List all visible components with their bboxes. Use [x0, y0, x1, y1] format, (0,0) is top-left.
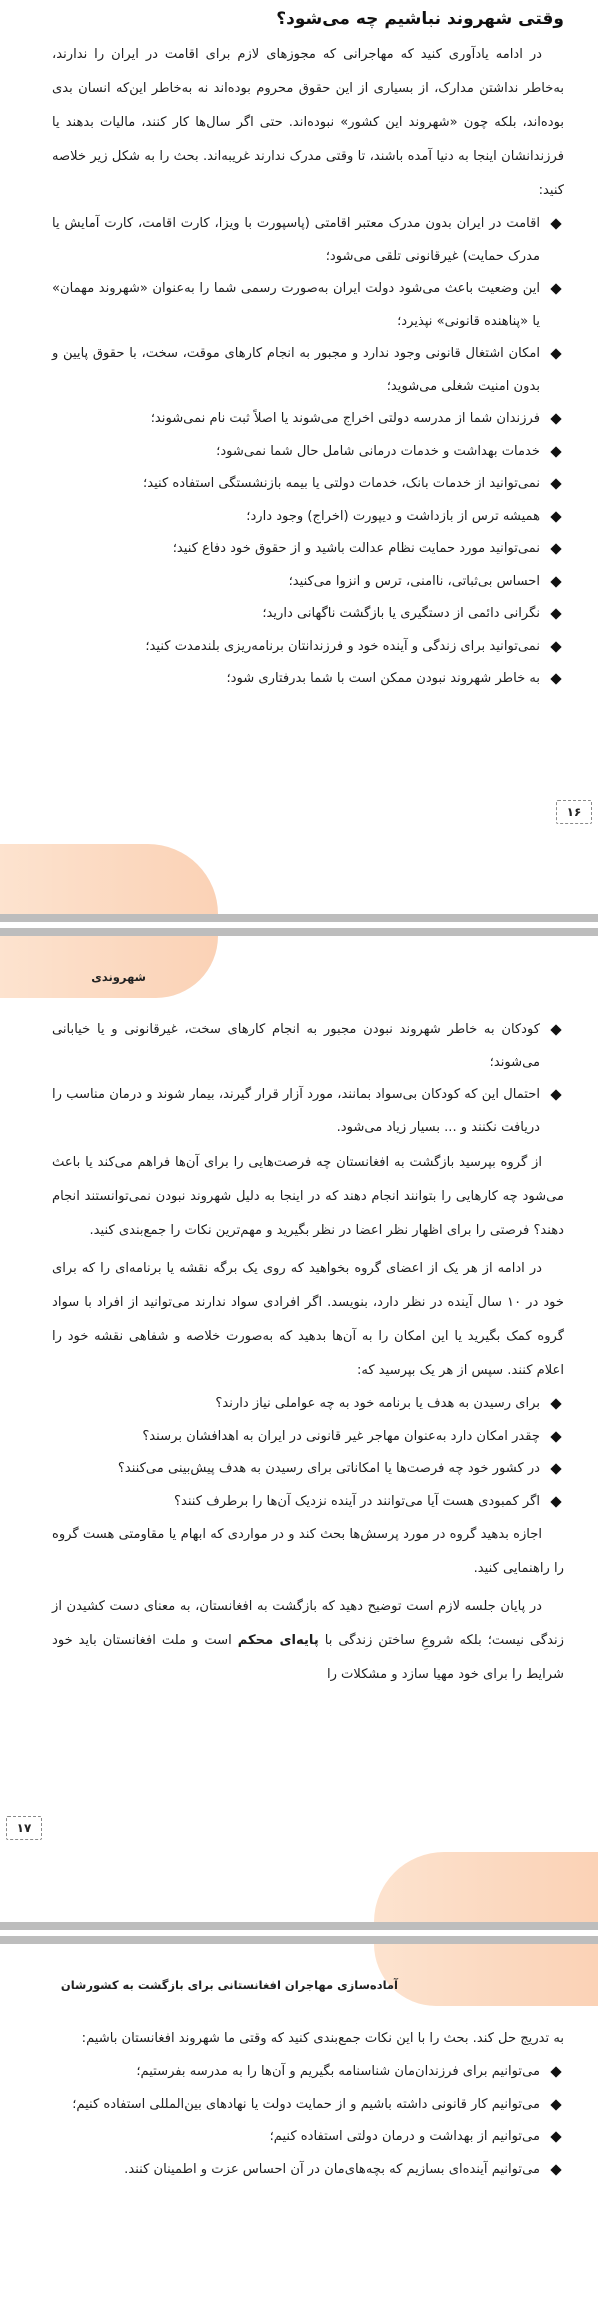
corner-decoration [374, 1944, 598, 2006]
bullet-diamond-icon [550, 478, 561, 489]
list-item: می‌توانیم آینده‌ای بسازیم که بچه‌های‌مان در آن احساس عزت و اطمینان کنند. [52, 2154, 564, 2187]
bullet-diamond-icon [550, 576, 561, 587]
list-item: فرزندان شما از مدرسه دولتی اخراج می‌شوند یا اصلاً ثبت نام نمی‌شوند؛ [52, 403, 564, 436]
list-item: احتمال این که کودکان بی‌سواد بمانند، مورد آزار قرار گیرند، بیمار شوند و درمان مناسب را دریافت نکنند و ... بسیار زیاد می‌شود. [52, 1079, 564, 1144]
question-list [52, 1388, 564, 1518]
bullet-diamond-icon [550, 1496, 561, 1507]
list-item: خدمات بهداشت و خدمات درمانی شامل حال شما نمی‌شود؛ [52, 436, 564, 469]
opportunities-paragraph: از گروه بپرسید بازگشت به افغانستان چه فرصت‌هایی را برای آن‌ها فراهم می‌کند یا باعث می‌شود چه کارهایی را بتوانند انجام دهند که در اینجا به دلیل شهروند نبودن نمی‌توانستند انجام دهند؟ فرصتی را برای اظهار نظر اعضا در نظر بگیرید و مهم‌ترین نکات را جمع‌بندی کنید. [52, 1155, 564, 1238]
page-18-body [52, 2022, 564, 2186]
bullet-diamond-icon [550, 283, 561, 294]
bullet-diamond-icon [550, 1431, 561, 1442]
bullet-diamond-icon [550, 2099, 561, 2110]
closing-paragraph: در پایان جلسه لازم است توضیح دهید که بازگشت به افغانستان، به معنای دست کشیدن از زندگی نیست؛ بلکه شروعِ ساختن زندگی با پایه‌ای محکم است و ملت افغانستان باید خود شرایط را برای خود مهیا سازد و مشکلات را [52, 1599, 564, 1682]
list-item: اگر کمبودی هست آیا می‌توانند در آینده نزدیک آن‌ها را برطرف کنند؟ [52, 1486, 564, 1519]
bullet-diamond-icon [550, 608, 561, 619]
list-item: نگرانی دائمی از دستگیری یا بازگشت ناگهانی دارید؛ [52, 598, 564, 631]
corner-decoration [374, 1852, 598, 1922]
list-item: احساس بی‌ثباتی، ناامنی، ترس و انزوا می‌کنید؛ [52, 566, 564, 599]
list-item: نمی‌توانید برای زندگی و آینده خود و فرزندانتان برنامه‌ریزی بلندمدت کنید؛ [52, 631, 564, 664]
corner-decoration [0, 936, 218, 998]
bullet-diamond-icon [550, 673, 561, 684]
page-bottom-stripe [0, 914, 598, 922]
bullet-diamond-icon [550, 543, 561, 554]
list-item: اقامت در ایران بدون مدرک معتبر اقامتی (پاسپورت با ویزا، کارت اقامت، کارت آمایش یا مدرک حمایت) غیرقانونی تلقی می‌شود؛ [52, 208, 564, 273]
list-item: می‌توانیم کار قانونی داشته باشیم و از حمایت دولت یا نهادهای بین‌المللی استفاده کنیم؛ [52, 2089, 564, 2122]
bullet-diamond-icon [550, 511, 561, 522]
page-16-body [52, 6, 564, 696]
page-number: ۱۶ [556, 800, 592, 824]
corner-decoration [0, 844, 218, 922]
list-item: همیشه ترس از بازداشت و دیپورت (اخراج) وجود دارد؛ [52, 501, 564, 534]
plan-paragraph: در ادامه از هر یک از اعضای گروه بخواهید که روی یک برگه نقشه یا برنامه‌ای را که برای خود در ۱۰ سال آینده در نظر دارد، بنویسد. اگر افرادی سواد ندارند می‌توانید از افراد با سواد گروه کمک بگیرید یا این امکان را به آن‌ها بدهید که به‌صورت خلاصه و شفاهی نقشه خود را اعلام کنند. سپس از هر یک بپرسید که: [52, 1261, 565, 1378]
list-item: کودکان به خاطر شهروند نبودن مجبور به انجام کارهای سخت، غیرقانونی و یا خیابانی می‌شوند؛ [52, 1014, 564, 1079]
bullet-diamond-icon [550, 348, 561, 359]
list-item: نمی‌توانید از خدمات بانک، خدمات دولتی یا بیمه بازنشستگی استفاده کنید؛ [52, 468, 564, 501]
running-head: شهروندی [91, 970, 146, 984]
bullet-diamond-icon [550, 1398, 561, 1409]
list-item: به خاطر شهروند نبودن ممکن است با شما بدرفتاری شود؛ [52, 663, 564, 696]
list-item: امکان اشتغال قانونی وجود ندارد و مجبور به انجام کارهای موقت، سخت، با حقوق پایین و بدون امنیت شغلی می‌شوید؛ [52, 338, 564, 403]
list-item: در کشور خود چه فرصت‌ها یا امکاناتی برای رسیدن به هدف پیش‌بینی می‌کنند؟ [52, 1453, 564, 1486]
bullet-diamond-icon [550, 1463, 561, 1474]
page-bottom-stripe [0, 1922, 598, 1930]
page-17 [0, 922, 598, 1930]
bullet-diamond-icon [550, 641, 561, 652]
emphasis-text: پایه‌ای محکم [237, 1633, 319, 1648]
list-item: می‌توانیم از بهداشت و درمان دولتی استفاده کنیم؛ [52, 2121, 564, 2154]
list-item: چقدر امکان دارد به‌عنوان مهاجر غیر قانونی در ایران به اهدافشان برسند؟ [52, 1421, 564, 1454]
page-top-stripe [0, 1936, 598, 1944]
bullet-diamond-icon [550, 413, 561, 424]
list-item: این وضعیت باعث می‌شود دولت ایران به‌صورت رسمی شما را به‌عنوان «شهروند مهمان» یا «پناهنده قانونی» نپذیرد؛ [52, 273, 564, 338]
bullet-diamond-icon [550, 1089, 561, 1100]
list-item: می‌توانیم برای فرزندان‌مان شناسنامه بگیریم و آن‌ها را به مدرسه بفرستیم؛ [52, 2056, 564, 2089]
citizen-benefit-list [52, 2056, 564, 2186]
list-item: نمی‌توانید مورد حمایت نظام عدالت باشید و از حقوق خود دفاع کنید؛ [52, 533, 564, 566]
child-risk-list [52, 1014, 564, 1144]
bullet-diamond-icon [550, 2164, 561, 2175]
bullet-diamond-icon [550, 2131, 561, 2142]
bullet-diamond-icon [550, 1024, 561, 1035]
running-head: آماده‌سازی مهاجران افغانستانی برای بازگشت به کشورشان [60, 1978, 398, 1992]
list-item: برای رسیدن به هدف یا برنامه خود به چه عواملی نیاز دارند؟ [52, 1388, 564, 1421]
bullet-diamond-icon [550, 446, 561, 457]
section-title: وقتی شهروند نباشیم چه می‌شود؟ [276, 9, 564, 29]
intro-paragraph: در ادامه یادآوری کنید که مهاجرانی که مجوزهای لازم برای اقامت در ایران را ندارند، به‌خاطر نداشتن مدارک، از بسیاری از این حقوق محروم بوده‌اند نه به‌خاطر این‌که انسان بدی بوده‌اند، بلکه چون «شهروند این کشور» نبوده‌اند. حتی اگر سال‌ها کار کنند، مالیات بدهند یا فرزندانشان اینجا به دنیا آمده باشند، تا وقتی مدرک ندارند غریبه‌اند. بحث را به شکل زیر خلاصه کنید: [52, 47, 564, 198]
consequence-list [52, 208, 564, 696]
page-top-stripe [0, 928, 598, 936]
bullet-diamond-icon [550, 2066, 561, 2077]
page-18 [0, 1930, 598, 2314]
page-number: ۱۷ [6, 1816, 42, 1840]
summary-paragraph: به تدریج حل کند. بحث را با این نکات جمع‌بندی کنید که وقتی ما شهروند افغانستان باشیم: [81, 2031, 564, 2046]
discussion-paragraph: اجازه بدهید گروه در مورد پرسش‌ها بحث کند و در مواردی که ابهام یا مقاومتی هست گروه را راهنمایی کنید. [52, 1527, 564, 1576]
page-16 [0, 0, 598, 922]
page-17-body [52, 1014, 564, 1692]
bullet-diamond-icon [550, 218, 561, 229]
